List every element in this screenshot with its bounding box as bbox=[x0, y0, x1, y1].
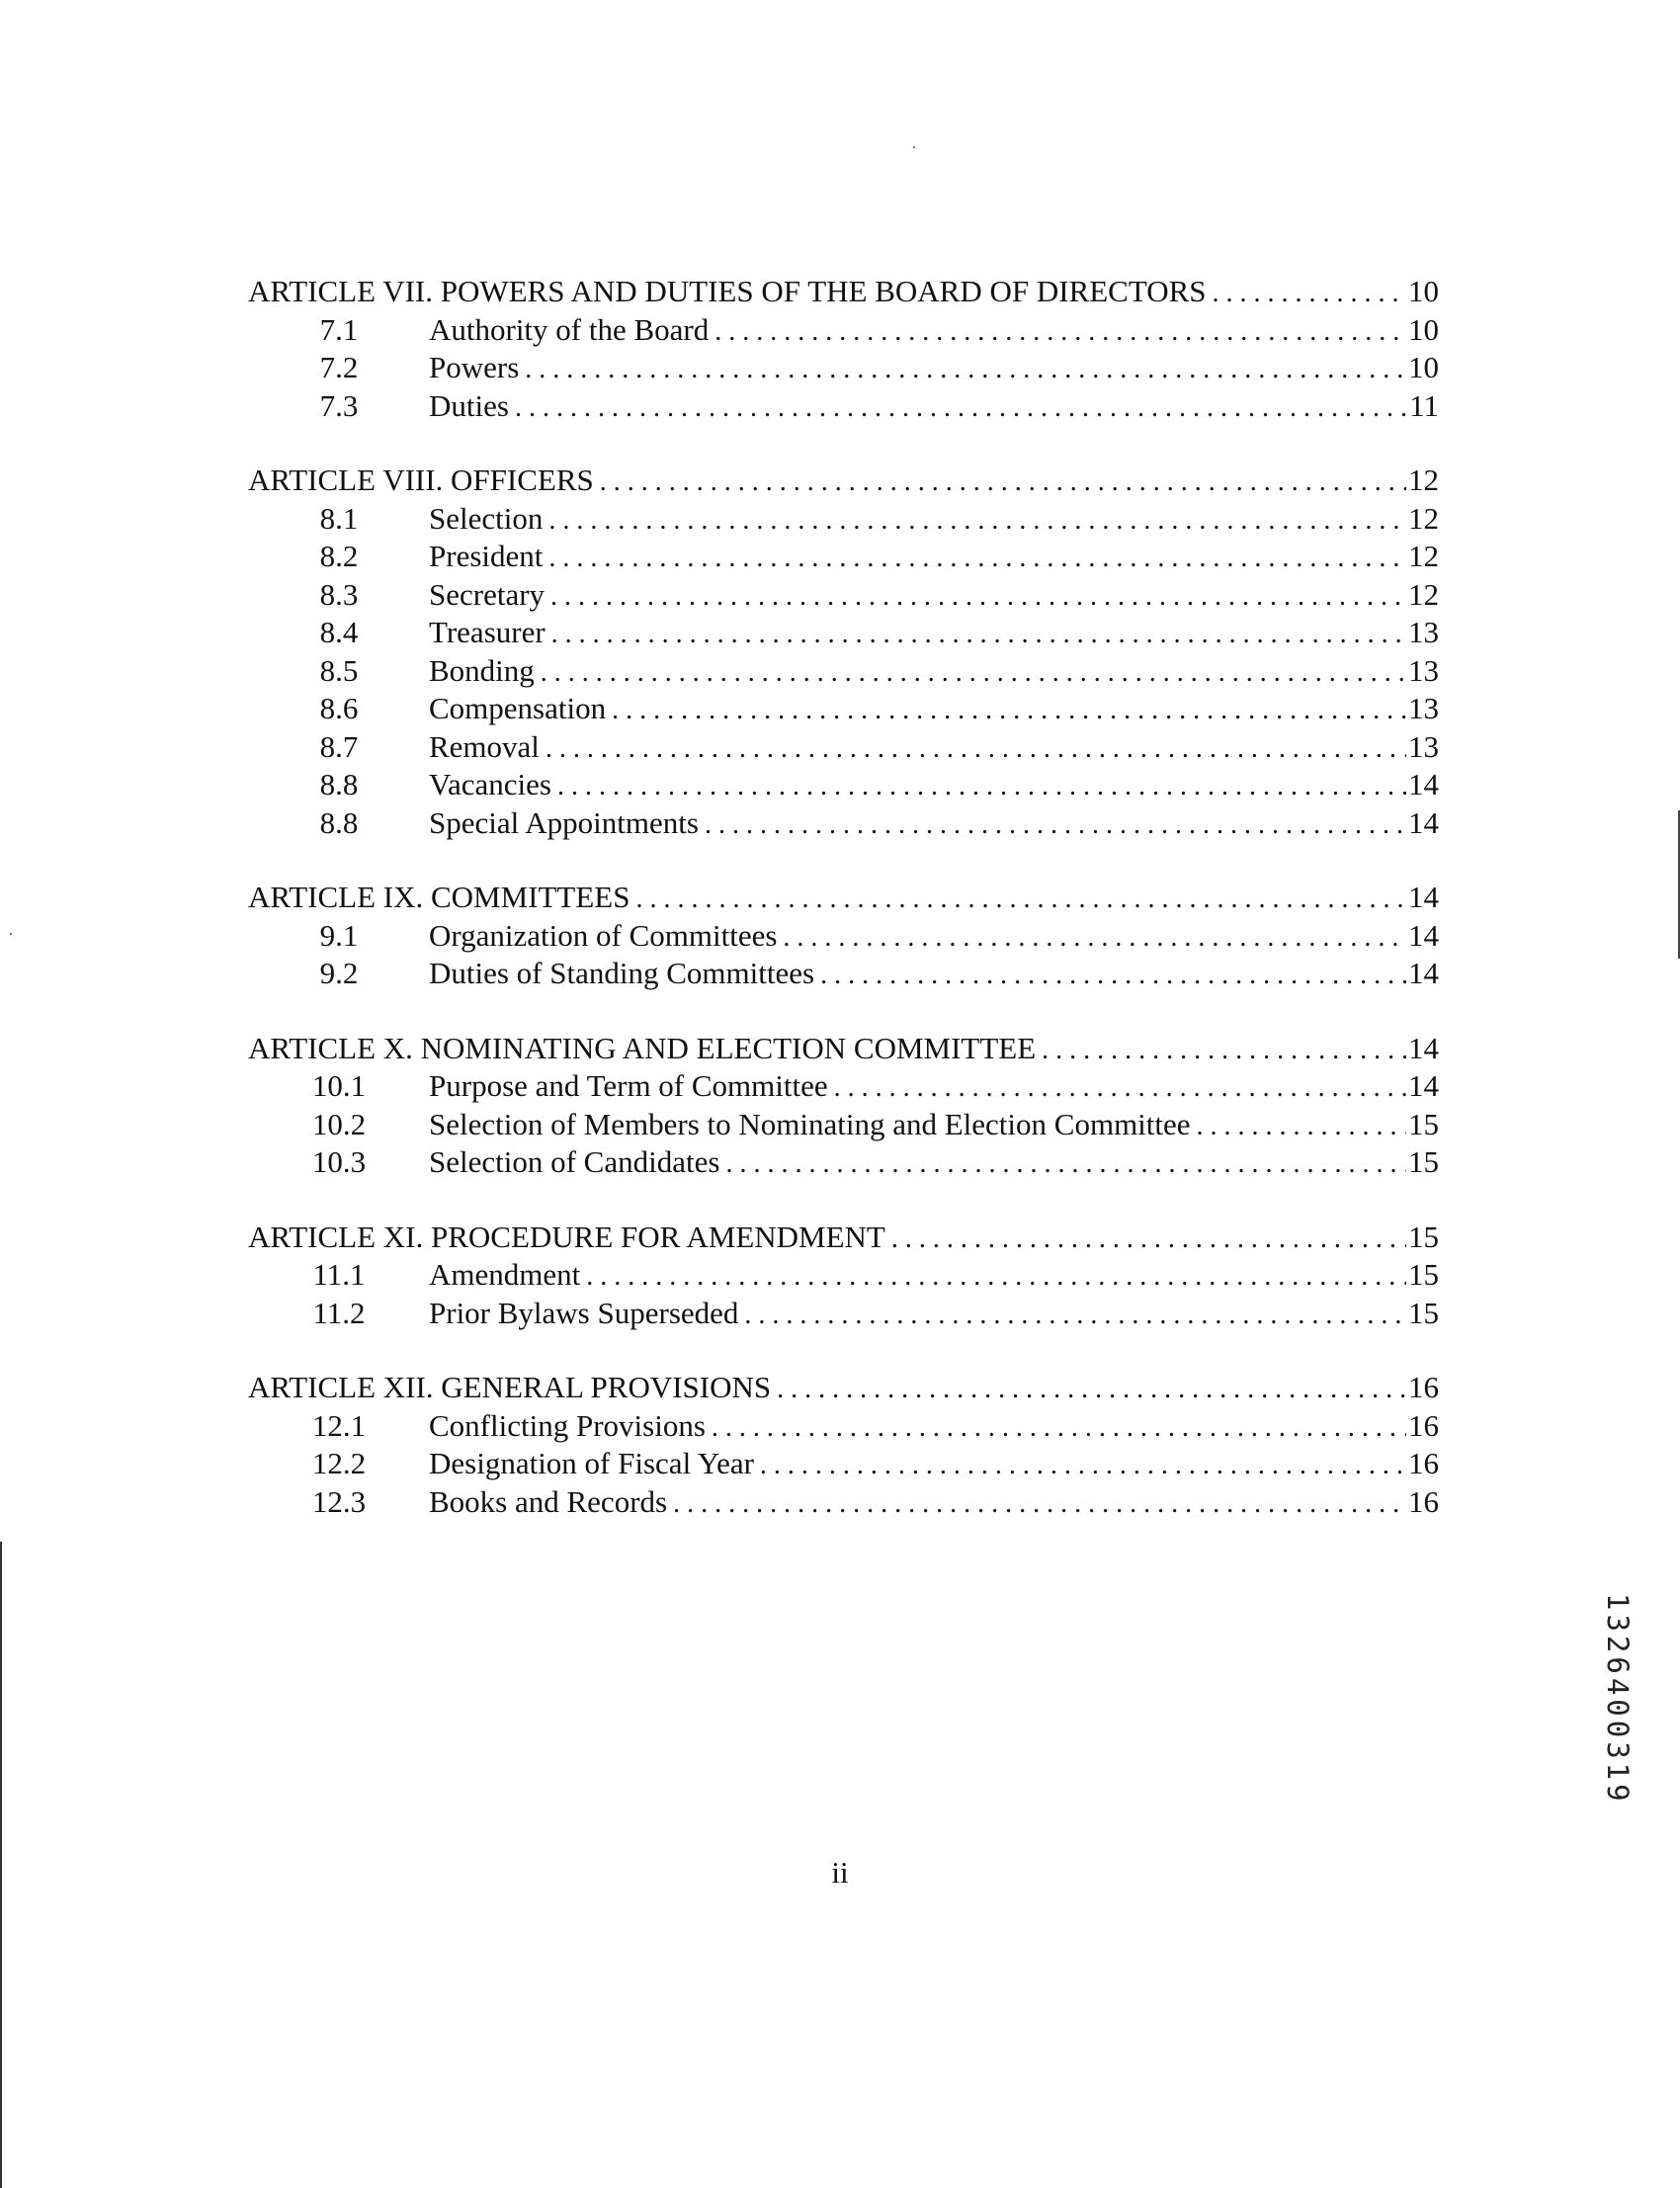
toc-section-entry bbox=[248, 652, 1439, 691]
section-number: 11.1 bbox=[312, 1257, 366, 1292]
dot-leader bbox=[820, 957, 1406, 995]
page-ref: 13 bbox=[1408, 652, 1439, 688]
dot-leader bbox=[548, 502, 1406, 541]
page-ref: 15 bbox=[1408, 1295, 1439, 1330]
page-ref: 15 bbox=[1408, 1257, 1439, 1292]
section-number: 8.1 bbox=[319, 500, 359, 536]
toc-section-entry bbox=[248, 311, 1439, 350]
section-title: Books and Records bbox=[429, 1483, 668, 1519]
dot-leader bbox=[550, 578, 1406, 617]
toc-section-entry bbox=[248, 576, 1439, 615]
page-ref: 14 bbox=[1408, 880, 1439, 914]
article-title: ARTICLE X. NOMINATING AND ELECTION COMMITTEE bbox=[248, 1030, 1037, 1065]
section-title: Special Appointments bbox=[429, 804, 699, 840]
scan-speck bbox=[10, 933, 12, 935]
toc-section-entry bbox=[248, 1445, 1439, 1483]
dot-leader bbox=[546, 730, 1406, 769]
section-title: President bbox=[429, 539, 544, 573]
dot-leader bbox=[635, 881, 1406, 919]
section-title: Vacancies bbox=[429, 767, 551, 801]
section-title: Purpose and Term of Committee bbox=[429, 1068, 828, 1103]
dot-leader bbox=[525, 351, 1406, 389]
toc-section-entry bbox=[248, 690, 1439, 728]
page-ref: 15 bbox=[1408, 1144, 1439, 1179]
page-ref: 12 bbox=[1408, 576, 1439, 612]
section-title: Removal bbox=[429, 728, 540, 764]
section-number: 7.3 bbox=[319, 387, 359, 423]
section-number: 12.2 bbox=[311, 1446, 367, 1480]
stamp-number: 1326400319 bbox=[1601, 1593, 1635, 1806]
section-title: Selection bbox=[429, 500, 544, 536]
dot-leader bbox=[1213, 275, 1406, 313]
dot-leader bbox=[1197, 1108, 1406, 1146]
section-number: 8.8 bbox=[319, 767, 359, 801]
toc-section-entry bbox=[248, 500, 1439, 539]
article-title: ARTICLE VII. POWERS AND DUTIES OF THE BOARD OF DIRECTORS bbox=[248, 274, 1207, 308]
dot-leader bbox=[891, 1220, 1406, 1259]
section-number: 9.1 bbox=[319, 917, 359, 953]
section-number: 8.4 bbox=[319, 615, 359, 649]
section-number: 7.1 bbox=[319, 311, 359, 347]
section-title: Duties bbox=[429, 387, 509, 423]
toc-section-entry bbox=[248, 1106, 1439, 1144]
section-number: 12.1 bbox=[311, 1407, 367, 1443]
toc-section-entry bbox=[248, 1483, 1439, 1522]
toc-article-entry bbox=[248, 462, 1439, 500]
toc-section-entry bbox=[248, 917, 1439, 956]
section-number: 9.2 bbox=[319, 956, 359, 990]
page-ref: 11 bbox=[1409, 387, 1439, 423]
section-number: 11.2 bbox=[312, 1295, 366, 1330]
scan-speck bbox=[913, 146, 915, 148]
page-ref: 12 bbox=[1408, 463, 1439, 497]
toc-section-entry bbox=[248, 766, 1439, 804]
toc-article-entry bbox=[248, 1369, 1439, 1407]
dot-leader bbox=[777, 1371, 1406, 1409]
toc-section-entry bbox=[248, 728, 1439, 767]
toc-section-entry bbox=[248, 1143, 1439, 1182]
article-block bbox=[248, 462, 1439, 842]
document-stamp bbox=[1593, 1593, 1652, 1850]
dot-leader bbox=[725, 1145, 1406, 1184]
section-title: Designation of Fiscal Year bbox=[429, 1446, 754, 1480]
dot-leader bbox=[783, 919, 1406, 958]
section-number: 10.1 bbox=[311, 1068, 367, 1103]
section-title: Amendment bbox=[429, 1257, 581, 1292]
toc-section-entry bbox=[248, 614, 1439, 652]
section-title: Prior Bylaws Superseded bbox=[429, 1295, 739, 1330]
page-ref: 13 bbox=[1408, 691, 1439, 725]
section-number: 10.2 bbox=[311, 1106, 367, 1141]
section-title: Duties of Standing Committees bbox=[429, 956, 815, 990]
article-block bbox=[248, 1030, 1439, 1182]
article-block bbox=[248, 879, 1439, 993]
toc-article-entry bbox=[248, 1030, 1439, 1068]
section-number: 12.3 bbox=[311, 1483, 367, 1519]
dot-leader bbox=[1042, 1032, 1406, 1070]
dot-leader bbox=[612, 692, 1406, 730]
article-title: ARTICLE VIII. OFFICERS bbox=[248, 463, 594, 497]
section-title: Selection of Candidates bbox=[429, 1144, 720, 1179]
dot-leader bbox=[548, 540, 1406, 578]
section-number: 8.2 bbox=[319, 539, 359, 573]
article-title: ARTICLE IX. COMMITTEES bbox=[248, 880, 630, 914]
page-ref: 16 bbox=[1408, 1446, 1439, 1480]
toc-article-entry bbox=[248, 273, 1439, 311]
section-title: Organization of Committees bbox=[429, 917, 778, 953]
toc-section-entry bbox=[248, 955, 1439, 993]
dot-leader bbox=[712, 1409, 1406, 1448]
scan-edge-mark bbox=[0, 1542, 2, 2188]
toc-section-entry bbox=[248, 1256, 1439, 1295]
page-ref: 10 bbox=[1408, 350, 1439, 384]
dot-leader bbox=[673, 1485, 1406, 1524]
dot-leader bbox=[515, 389, 1407, 428]
article-block bbox=[248, 273, 1439, 425]
page-ref: 16 bbox=[1408, 1407, 1439, 1443]
page-ref: 14 bbox=[1408, 917, 1439, 953]
page-ref: 16 bbox=[1408, 1483, 1439, 1519]
toc-section-entry bbox=[248, 1407, 1439, 1446]
page-ref: 10 bbox=[1408, 311, 1439, 347]
page-number: ii bbox=[831, 1855, 849, 1890]
page-ref: 12 bbox=[1408, 500, 1439, 536]
page-ref: 13 bbox=[1408, 728, 1439, 764]
dot-leader bbox=[760, 1447, 1406, 1485]
dot-leader bbox=[744, 1297, 1406, 1335]
page-ref: 10 bbox=[1408, 274, 1439, 308]
dot-leader bbox=[705, 806, 1406, 845]
page-ref: 13 bbox=[1408, 615, 1439, 649]
section-number: 8.7 bbox=[319, 728, 359, 764]
section-title: Compensation bbox=[429, 691, 607, 725]
section-title: Bonding bbox=[429, 652, 535, 688]
section-title: Selection of Members to Nominating and Election Committee bbox=[429, 1106, 1191, 1141]
section-number: 7.2 bbox=[319, 350, 359, 384]
section-title: Powers bbox=[429, 350, 520, 384]
toc-section-entry bbox=[248, 387, 1439, 426]
section-number: 10.3 bbox=[311, 1144, 367, 1179]
section-number: 8.3 bbox=[319, 576, 359, 612]
page-ref: 14 bbox=[1408, 767, 1439, 801]
page-ref: 14 bbox=[1408, 956, 1439, 990]
toc-section-entry bbox=[248, 1295, 1439, 1333]
page-ref: 12 bbox=[1408, 539, 1439, 573]
page-ref: 14 bbox=[1408, 804, 1439, 840]
section-number: 8.6 bbox=[319, 691, 359, 725]
dot-leader bbox=[557, 768, 1406, 806]
page-ref: 14 bbox=[1408, 1030, 1439, 1065]
page-ref: 16 bbox=[1408, 1370, 1439, 1404]
section-number: 8.8 bbox=[319, 804, 359, 840]
page-ref: 15 bbox=[1408, 1106, 1439, 1141]
section-number: 8.5 bbox=[319, 652, 359, 688]
dot-leader bbox=[600, 463, 1406, 502]
dot-leader bbox=[586, 1258, 1406, 1297]
page-ref: 15 bbox=[1408, 1219, 1439, 1254]
toc-section-entry bbox=[248, 349, 1439, 387]
page-ref: 14 bbox=[1408, 1068, 1439, 1103]
dot-leader bbox=[551, 616, 1406, 654]
article-block bbox=[248, 1369, 1439, 1521]
dot-leader bbox=[714, 313, 1406, 352]
toc-article-entry bbox=[248, 879, 1439, 917]
section-title: Authority of the Board bbox=[429, 311, 710, 347]
section-title: Conflicting Provisions bbox=[429, 1407, 706, 1443]
article-title: ARTICLE XI. PROCEDURE FOR AMENDMENT bbox=[248, 1219, 885, 1254]
article-block bbox=[248, 1219, 1439, 1333]
article-title: ARTICLE XII. GENERAL PROVISIONS bbox=[248, 1370, 772, 1404]
dot-leader bbox=[834, 1069, 1406, 1108]
section-title: Secretary bbox=[429, 576, 546, 612]
toc-section-entry bbox=[248, 1067, 1439, 1106]
toc-article-entry bbox=[248, 1219, 1439, 1257]
dot-leader bbox=[541, 654, 1406, 693]
toc-section-entry bbox=[248, 538, 1439, 576]
section-title: Treasurer bbox=[429, 615, 546, 649]
table-of-contents bbox=[248, 273, 1439, 1557]
toc-section-entry bbox=[248, 804, 1439, 843]
